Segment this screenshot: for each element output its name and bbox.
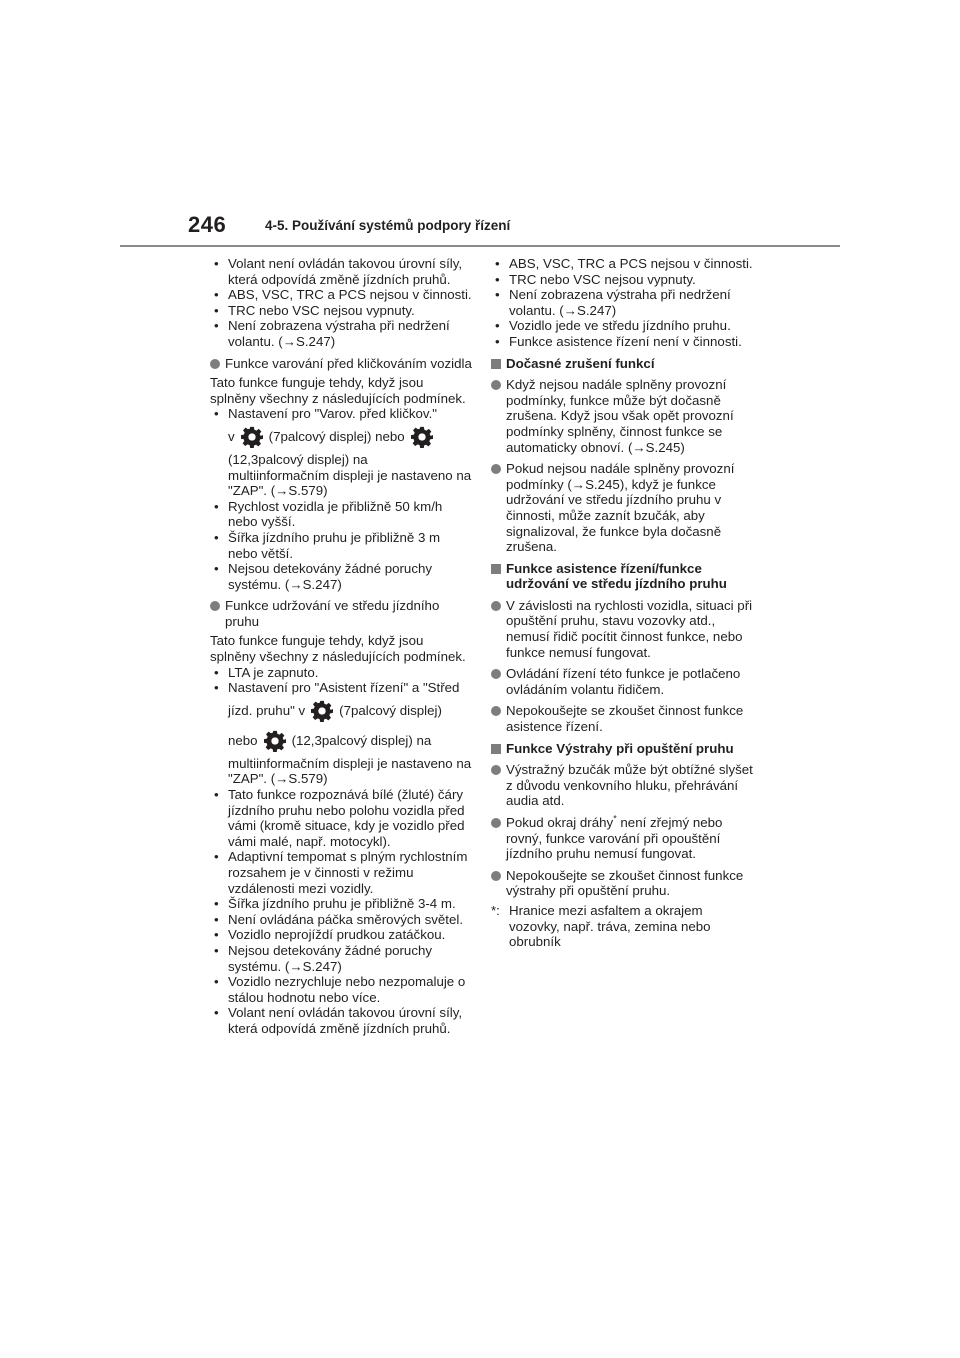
list-item: Pokud nejsou nadále splněny provozní podmínky (→S.245), když je funkce udržování ve středu jízdního pruhu v činnosti, může zaznít bzučák, aby signalizoval, že funkce byla dočasně zrušena. <box>491 461 753 555</box>
footnote-marker: *: <box>491 902 500 918</box>
list-item: • Nejsou detekovány žádné poruchy systému. (→S.247) <box>210 943 472 974</box>
list-item: V závislosti na rychlosti vozidla, situaci při opuštění pruhu, stavu vozovky atd., nemusí řidič pocítit činnost funkce, nebo funkce nemusí fungovat. <box>491 598 753 660</box>
list-item <box>210 406 472 498</box>
list-item: Nepokoušejte se zkoušet činnost funkce výstrahy při opuštění pruhu. <box>491 868 753 899</box>
list-item: • ABS, VSC, TRC a PCS nejsou v činnosti. <box>491 256 753 272</box>
list-item: • Šířka jízdního pruhu je přibližně 3-4 m. <box>210 896 472 912</box>
section-heading: Funkce varování před kličkováním vozidla <box>210 356 472 372</box>
icon-line <box>228 703 442 718</box>
header-divider <box>120 245 840 247</box>
page-number: 246 <box>188 212 227 237</box>
list-item: Nepokoušejte se zkoušet činnost funkce asistence řízení. <box>491 703 753 734</box>
icon-line <box>228 429 439 444</box>
list-item <box>210 680 472 787</box>
list-item <box>491 815 753 862</box>
text: nebo <box>228 732 258 748</box>
icon-line <box>228 733 431 748</box>
section-heading: Dočasné zrušení funkcí <box>491 356 753 372</box>
text: (12,3palcový displej) na <box>291 732 432 748</box>
list-item: • Rychlost vozidla je přibližně 50 km/h nebo vyšší. <box>210 499 472 530</box>
list-item: • Nejsou detekovány žádné poruchy systému. (→S.247) <box>210 561 472 592</box>
list-item: • Není ovládána páčka směrových světel. <box>210 912 472 928</box>
text: Nastavení pro "Varov. před kličkov." <box>228 406 437 422</box>
list-item: Když nejsou nadále splněny provozní podmínky, funkce může být dočasně zrušena. Když jsou však opět provozní podmínky splněny, činnost funkce se automaticky obnoví. (→S.245) <box>491 377 753 455</box>
footnote-marker: * <box>613 813 617 824</box>
section-heading: Funkce Výstrahy při opuštění pruhu <box>491 741 753 757</box>
list-item: • Adaptivní tempomat s plným rychlostním rozsahem je v činnosti v režimu vzdálenosti mezi vozidly. <box>210 849 472 896</box>
section-heading: Funkce udržování ve středu jízdního pruhu <box>210 598 472 629</box>
list-item: • LTA je zapnuto. <box>210 665 472 681</box>
text: multiinformačním displeji je nastaveno na "ZAP". (→S.579) <box>228 755 472 787</box>
list-item: • Není zobrazena výstraha při nedržení volantu. (→S.247) <box>210 318 472 349</box>
list-item: • Vozidlo jede ve středu jízdního pruhu. <box>491 318 753 334</box>
section-heading: Funkce asistence řízení/funkce udržování ve středu jízdního pruhu <box>491 561 753 592</box>
paragraph: Tato funkce funguje tehdy, když jsou splněny všechny z následujících podmínek. <box>210 375 466 406</box>
footnote <box>491 903 753 950</box>
gear-icon <box>411 426 433 448</box>
text: jízd. pruhu" v <box>228 702 306 718</box>
list-item: • Vozidlo nezrychluje nebo nezpomaluje o stálou hodnotu nebo více. <box>210 974 472 1005</box>
list-item: • Volant není ovládán takovou úrovní síly, která odpovídá změně jízdních pruhů. <box>210 256 472 287</box>
list-item: • Funkce asistence řízení není v činnosti. <box>491 334 753 350</box>
list-item: • Není zobrazena výstraha při nedržení volantu. (→S.247) <box>491 287 753 318</box>
text: (7palcový displej) <box>339 702 442 718</box>
list-item: • TRC nebo VSC nejsou vypnuty. <box>491 272 753 288</box>
text: není zřejmý nebo rovný, funkce varování při opouštění jízdního pruhu nemusí fungovat. <box>506 815 723 862</box>
gear-icon <box>311 700 333 722</box>
list-item: • Volant není ovládán takovou úrovní síly, která odpovídá změně jízdních pruhů. <box>210 1005 472 1036</box>
list-item: Výstražný bzučák může být obtížné slyšet z důvodu venkovního hluku, přehrávání audia atd. <box>491 762 753 809</box>
text: v <box>228 428 235 444</box>
right-column <box>491 256 753 950</box>
list-item: • ABS, VSC, TRC a PCS nejsou v činnosti. <box>210 287 472 303</box>
list-item: • Vozidlo neprojíždí prudkou zatáčkou. <box>210 927 472 943</box>
text: Nastavení pro "Asistent řízení" a "Střed <box>228 680 460 696</box>
gear-icon <box>241 426 263 448</box>
paragraph: Tato funkce funguje tehdy, když jsou splněny všechny z následujících podmínek. <box>210 633 466 665</box>
list-item: Ovládání řízení této funkce je potlačeno ovládáním volantu řidičem. <box>491 666 753 697</box>
list-item: • TRC nebo VSC nejsou vypnuty. <box>210 303 472 319</box>
text: Pokud okraj dráhy <box>506 815 614 830</box>
left-column <box>210 256 472 1037</box>
text: (7palcový displej) nebo <box>268 428 405 444</box>
text: (12,3palcový displej) na multiinformačním displeji je nastaveno na "ZAP". (→S.579) <box>228 451 472 499</box>
chapter-title: 4-5. Používání systémů podpory řízení <box>265 218 511 233</box>
gear-icon <box>264 730 286 752</box>
page-header <box>120 212 840 246</box>
list-item: • Tato funkce rozpoznává bílé (žluté) čáry jízdního pruhu nebo polohu vozidla před vámi (kromě situace, kdy je vozidlo před vámi malé, např. motocykl). <box>210 787 472 849</box>
footnote-text: Hranice mezi asfaltem a okrajem vozovky, např. tráva, zemina nebo obrubník <box>509 902 711 950</box>
list-item: • Šířka jízdního pruhu je přibližně 3 m nebo větší. <box>210 530 472 561</box>
